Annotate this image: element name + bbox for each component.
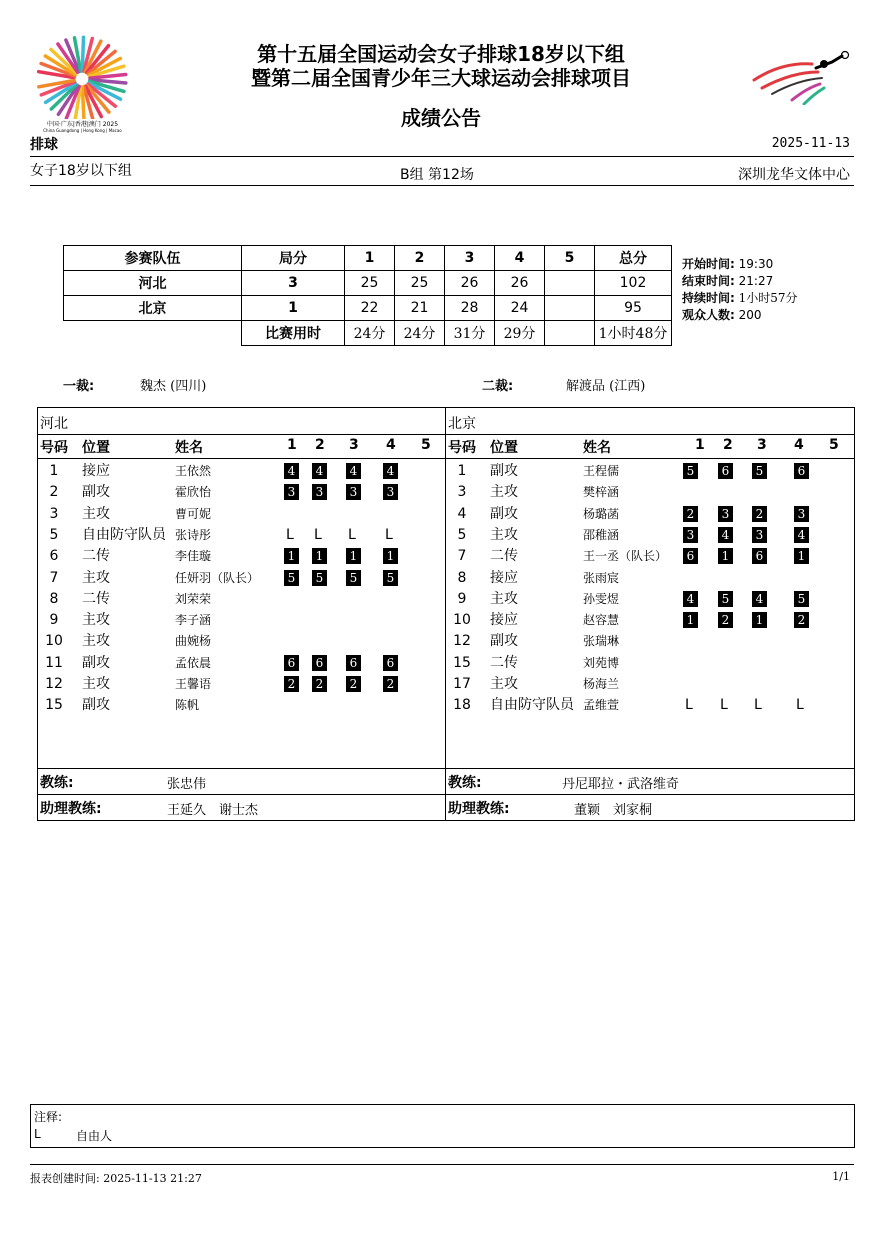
player-number: 18 — [453, 697, 471, 714]
libero-mark: L — [286, 526, 294, 543]
total-duration: 1小时48分 — [595, 321, 672, 346]
duration-time: 1小时57分 — [738, 291, 798, 305]
header-divider-top — [30, 156, 854, 157]
player-name: 王一丞（队长） — [583, 549, 668, 564]
player-position: 主攻 — [82, 505, 110, 522]
player-number: 6 — [49, 548, 59, 565]
player-position: 副攻 — [490, 633, 518, 650]
player-number: 12 — [453, 633, 471, 650]
starting-position-box: 6 — [794, 463, 809, 479]
starting-position-box: 1 — [718, 548, 733, 564]
starting-position-box: 3 — [794, 506, 809, 522]
starting-position-box: 5 — [752, 463, 767, 479]
player-position: 二传 — [490, 654, 518, 671]
score-set-value: 28 — [445, 296, 495, 321]
header-divider-bottom — [30, 185, 854, 186]
score-head-total: 总分 — [595, 246, 672, 271]
col-set4: 4 — [386, 437, 396, 453]
score-head-set2: 2 — [395, 246, 445, 271]
notes-box — [30, 1104, 855, 1148]
player-number: 1 — [49, 463, 59, 479]
col-name: 姓名 — [583, 440, 611, 456]
start-time: 19:30 — [738, 257, 774, 271]
player-position: 自由防守队员 — [82, 526, 166, 543]
player-position: 副攻 — [490, 505, 518, 522]
set-duration: 24分 — [345, 321, 395, 346]
player-position: 自由防守队员 — [490, 697, 574, 714]
starting-position-box: 4 — [752, 591, 767, 607]
player-number: 5 — [457, 526, 467, 543]
player-name: 杨海兰 — [583, 677, 620, 691]
score-set-value: 26 — [495, 271, 545, 296]
starting-position-box: 4 — [794, 527, 809, 543]
starting-position-box: 4 — [683, 591, 698, 607]
player-number: 8 — [457, 569, 467, 586]
starting-position-box: 5 — [683, 463, 698, 479]
player-name: 王馨语 — [175, 677, 212, 691]
player-position: 副攻 — [490, 463, 518, 479]
col-pos: 位置 — [490, 440, 518, 456]
col-set5: 5 — [829, 437, 839, 453]
logo-subtext: China Guangdong | Hong Kong | Macao — [43, 128, 122, 133]
player-number: 7 — [457, 548, 467, 565]
report-subtitle: 成绩公告 — [401, 106, 481, 130]
player-position: 主攻 — [490, 676, 518, 692]
starting-position-box: 2 — [346, 676, 361, 692]
away-coach: 丹尼耶拉・武洛维奇 — [562, 777, 680, 792]
roster-cols-line — [37, 458, 854, 459]
player-name: 陈帆 — [175, 698, 200, 713]
away-assistant-coach: 董颖 刘家桐 — [574, 803, 653, 818]
player-number: 9 — [457, 590, 467, 607]
player-name: 刘苑博 — [583, 655, 620, 670]
starting-position-box: 3 — [346, 484, 361, 500]
starting-position-box: 2 — [718, 612, 733, 628]
libero-mark: L — [348, 526, 356, 543]
player-name: 张瑞琳 — [583, 634, 620, 649]
player-name: 赵容慧 — [583, 613, 620, 628]
end-time: 21:27 — [738, 274, 774, 288]
starting-position-box: 4 — [383, 463, 398, 479]
starting-position-box: 6 — [312, 655, 327, 671]
score-set-value: 21 — [395, 296, 445, 321]
starting-position-box: 1 — [752, 612, 767, 628]
player-name: 刘荣荣 — [175, 591, 212, 606]
starting-position-box: 5 — [284, 570, 299, 586]
starting-position-box: 6 — [346, 655, 361, 671]
player-name: 李子涵 — [175, 613, 212, 628]
col-set2: 2 — [315, 437, 325, 453]
set-duration — [545, 321, 595, 346]
starting-position-box: 2 — [683, 506, 698, 522]
libero-mark: L — [385, 526, 393, 543]
col-pos: 位置 — [82, 440, 110, 456]
player-position: 副攻 — [82, 484, 110, 501]
starting-position-box: 1 — [683, 612, 698, 628]
player-number: 10 — [45, 633, 63, 650]
score-set-value: 25 — [395, 271, 445, 296]
libero-mark: L — [314, 526, 322, 543]
player-number: 7 — [49, 569, 59, 586]
libero-mark: L — [754, 697, 762, 714]
player-number: 4 — [457, 505, 467, 522]
home-assistant-label: 助理教练: — [40, 801, 102, 817]
col-set3: 3 — [757, 437, 767, 453]
score-team-name: 河北 — [64, 271, 242, 296]
libero-mark: L — [796, 697, 804, 714]
starting-position-box: 5 — [794, 591, 809, 607]
starting-position-box: 1 — [284, 548, 299, 564]
starting-position-box: 4 — [346, 463, 361, 479]
player-position: 二传 — [82, 590, 110, 607]
starting-position-box: 3 — [718, 506, 733, 522]
score-set-value: 22 — [345, 296, 395, 321]
audience-label: 观众人数: — [682, 308, 735, 322]
player-position: 主攻 — [490, 590, 518, 607]
player-position: 二传 — [82, 548, 110, 565]
score-head-sets: 局分 — [242, 246, 345, 271]
player-position: 副攻 — [82, 697, 110, 714]
first-referee-label: 一裁: — [63, 379, 95, 394]
match-times — [682, 256, 798, 324]
set-duration: 24分 — [395, 321, 445, 346]
score-set-value — [545, 296, 595, 321]
starting-position-box: 5 — [312, 570, 327, 586]
home-coach-label: 教练: — [40, 775, 74, 791]
player-name: 樊梓涵 — [583, 485, 620, 500]
starting-position-box: 3 — [383, 484, 398, 500]
second-referee-label: 二裁: — [482, 379, 514, 394]
player-number: 15 — [453, 654, 471, 671]
score-row-away — [64, 296, 672, 321]
player-name: 曹可妮 — [175, 506, 212, 521]
player-position: 二传 — [490, 548, 518, 565]
set-duration: 29分 — [495, 321, 545, 346]
score-table — [63, 245, 672, 346]
player-number: 3 — [457, 484, 467, 501]
player-name: 邵稚涵 — [583, 527, 620, 542]
starting-position-box: 4 — [312, 463, 327, 479]
score-total: 95 — [595, 296, 672, 321]
player-name: 张诗彤 — [175, 527, 212, 542]
col-set1: 1 — [695, 437, 705, 453]
player-position: 主攻 — [490, 484, 518, 501]
away-team-name: 北京 — [448, 416, 476, 432]
starting-position-box: 3 — [284, 484, 299, 500]
footer-divider — [30, 1164, 854, 1165]
score-set-value: 24 — [495, 296, 545, 321]
start-time-label: 开始时间: — [682, 257, 735, 271]
score-sets-won: 3 — [242, 271, 345, 296]
home-coach: 张忠伟 — [167, 777, 207, 792]
notes-code: L — [34, 1127, 41, 1141]
roster-head-line — [37, 434, 854, 435]
player-name: 孟维萱 — [583, 698, 620, 713]
title-line-1: 第十五届全国运动会女子排球18岁以下组 — [257, 42, 625, 66]
player-position: 副攻 — [82, 654, 110, 671]
player-name: 曲婉杨 — [175, 634, 212, 649]
title-line-2: 暨第二届全国青少年三大球运动会排球项目 — [251, 66, 631, 90]
starting-position-box: 6 — [683, 548, 698, 564]
player-number: 15 — [45, 697, 63, 714]
player-position: 主攻 — [82, 612, 110, 629]
player-position: 主攻 — [82, 676, 110, 692]
set-duration: 31分 — [445, 321, 495, 346]
starting-position-box: 2 — [312, 676, 327, 692]
player-number: 3 — [49, 505, 59, 522]
starting-position-box: 2 — [752, 506, 767, 522]
player-number: 11 — [45, 654, 63, 671]
libero-mark: L — [720, 697, 728, 714]
col-set4: 4 — [794, 437, 804, 453]
starting-position-box: 4 — [718, 527, 733, 543]
score-head-set1: 1 — [345, 246, 395, 271]
starting-position-box: 2 — [284, 676, 299, 692]
roster-coach-line — [37, 768, 854, 769]
player-position: 主攻 — [82, 569, 110, 586]
second-referee: 解渡品 (江西) — [566, 379, 646, 394]
player-number: 2 — [49, 484, 59, 501]
player-number: 10 — [453, 612, 471, 629]
player-name: 孟依晨 — [175, 655, 212, 670]
starting-position-box: 5 — [718, 591, 733, 607]
player-name: 王程儒 — [583, 464, 620, 478]
libero-mark: L — [685, 697, 693, 714]
starting-position-box: 1 — [794, 548, 809, 564]
score-set-value: 26 — [445, 271, 495, 296]
first-referee: 魏杰 (四川) — [140, 379, 207, 394]
player-name: 霍欣怡 — [175, 485, 212, 500]
player-name: 任妍羽（队长） — [175, 570, 260, 585]
col-set2: 2 — [723, 437, 733, 453]
page-number: 1/1 — [832, 1170, 850, 1183]
score-sets-won: 1 — [242, 296, 345, 321]
player-number: 1 — [457, 463, 467, 479]
venue-label: 深圳龙华文体中心 — [738, 167, 850, 183]
score-head-set3: 3 — [445, 246, 495, 271]
score-row-home — [64, 271, 672, 296]
starting-position-box: 3 — [683, 527, 698, 543]
starting-position-box: 6 — [752, 548, 767, 564]
roster-assistant-line — [37, 794, 854, 795]
starting-position-box: 2 — [794, 612, 809, 628]
notes-label: 注释: — [34, 1110, 63, 1124]
starting-position-box: 5 — [346, 570, 361, 586]
score-header-row — [64, 246, 672, 271]
col-set3: 3 — [349, 437, 359, 453]
score-set-value — [545, 271, 595, 296]
starting-position-box: 2 — [383, 676, 398, 692]
player-name: 李佳璇 — [175, 549, 212, 564]
starting-position-box: 6 — [284, 655, 299, 671]
match-date: 2025-11-13 — [771, 136, 850, 151]
home-assistant-coach: 王延久 谢士杰 — [167, 803, 259, 818]
match-label: B组 第12场 — [400, 167, 474, 183]
category-label: 女子18岁以下组 — [30, 163, 132, 179]
starting-position-box: 6 — [383, 655, 398, 671]
starting-position-box: 5 — [383, 570, 398, 586]
score-head-team: 参赛队伍 — [64, 246, 242, 271]
col-num: 号码 — [448, 440, 476, 456]
col-set1: 1 — [287, 437, 297, 453]
player-name: 孙雯煜 — [583, 591, 620, 606]
notes-text: 自由人 — [76, 1129, 113, 1143]
score-total: 102 — [595, 271, 672, 296]
player-number: 17 — [453, 676, 471, 692]
player-name: 杨璐菡 — [583, 506, 620, 521]
player-number: 9 — [49, 612, 59, 629]
player-number: 5 — [49, 526, 59, 543]
report-created: 报表创建时间: 2025-11-13 21:27 — [30, 1172, 202, 1185]
player-position: 接应 — [490, 569, 518, 586]
end-time-label: 结束时间: — [682, 274, 735, 288]
player-number: 12 — [45, 676, 63, 692]
player-name: 张雨宸 — [583, 570, 620, 585]
player-name: 王依然 — [175, 464, 212, 478]
player-position: 接应 — [490, 612, 518, 629]
away-coach-label: 教练: — [448, 775, 482, 791]
score-set-value: 25 — [345, 271, 395, 296]
starting-position-box: 3 — [752, 527, 767, 543]
starting-position-box: 1 — [346, 548, 361, 564]
col-num: 号码 — [40, 440, 68, 456]
away-assistant-label: 助理教练: — [448, 801, 510, 817]
starting-position-box: 4 — [284, 463, 299, 479]
player-position: 接应 — [82, 463, 110, 479]
starting-position-box: 1 — [383, 548, 398, 564]
duration-label: 比赛用时 — [242, 321, 345, 346]
player-position: 主攻 — [490, 526, 518, 543]
duration-time-label: 持续时间: — [682, 291, 735, 305]
home-team-name: 河北 — [40, 416, 68, 432]
score-head-set4: 4 — [495, 246, 545, 271]
sport-label: 排球 — [30, 137, 58, 153]
col-set5: 5 — [421, 437, 431, 453]
starting-position-box: 1 — [312, 548, 327, 564]
roster-divider — [445, 407, 446, 820]
logo-text: 中国·广东|香港|澳门 2025 — [46, 121, 119, 128]
player-position: 主攻 — [82, 633, 110, 650]
starting-position-box: 6 — [718, 463, 733, 479]
score-duration-row — [64, 321, 672, 346]
starting-position-box: 3 — [312, 484, 327, 500]
score-head-set5: 5 — [545, 246, 595, 271]
score-team-name: 北京 — [64, 296, 242, 321]
player-number: 8 — [49, 590, 59, 607]
col-name: 姓名 — [175, 440, 203, 456]
audience-count: 200 — [738, 308, 762, 322]
